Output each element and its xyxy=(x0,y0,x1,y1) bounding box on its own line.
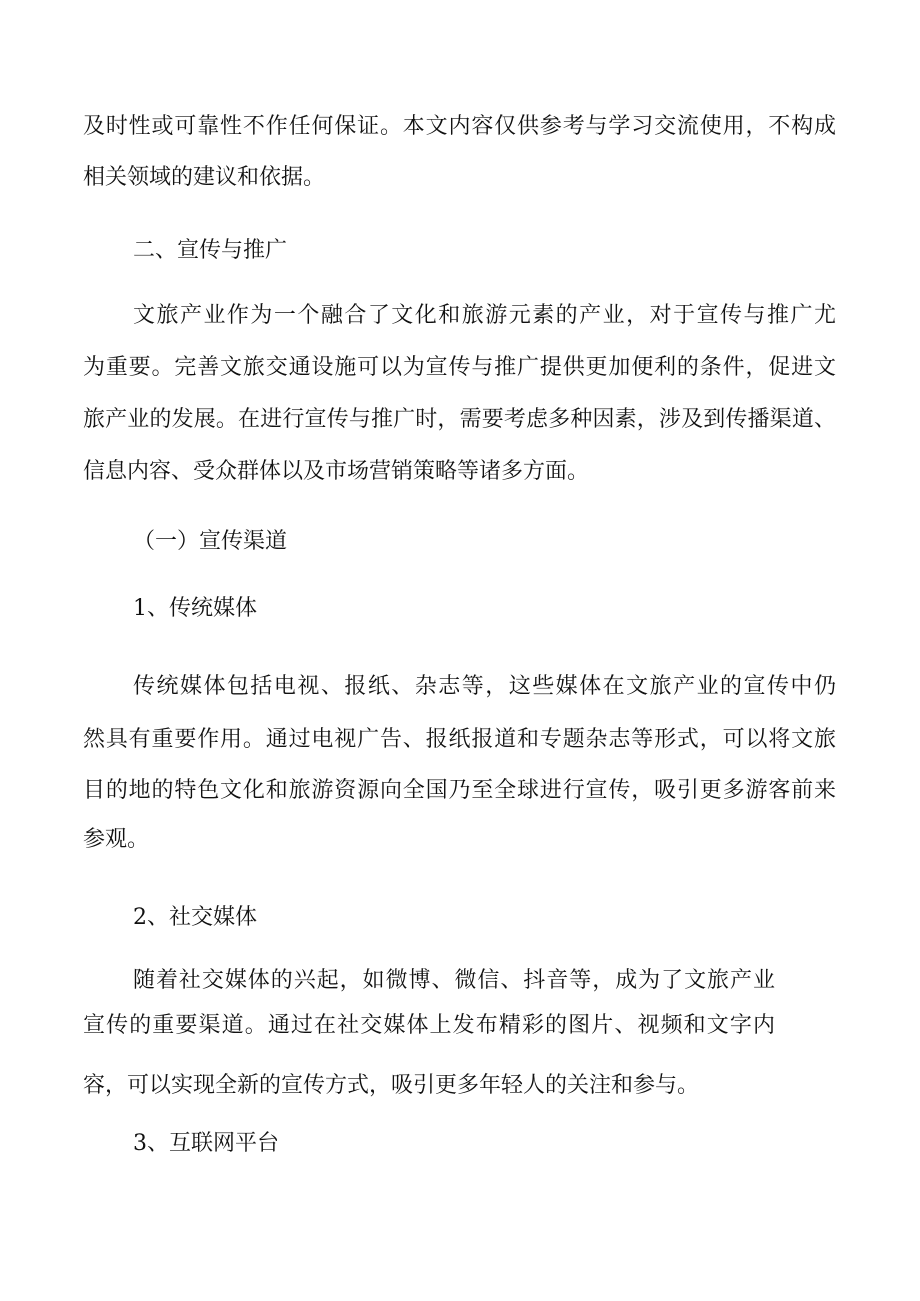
item-heading: 2、社交媒体 xyxy=(133,905,257,930)
paragraph-line: 信息内容、受众群体以及市场营销策略等诸多方面。 xyxy=(83,459,590,484)
subsection-heading: （一）宣传渠道 xyxy=(133,529,288,554)
paragraph-line: 为重要。完善文旅交通设施可以为宣传与推广提供更加便利的条件，促进文 xyxy=(83,355,836,380)
intro-line: 相关领域的建议和依据。 xyxy=(83,165,326,190)
item-heading: 3、互联网平台 xyxy=(133,1131,279,1156)
paragraph-line: 容，可以实现全新的宣传方式，吸引更多年轻人的关注和参与。 xyxy=(83,1073,700,1098)
paragraph-line: 随着社交媒体的兴起，如微博、微信、抖音等，成为了文旅产业 xyxy=(133,968,775,993)
paragraph-line: 旅产业的发展。在进行宣传与推广时，需要考虑多种因素，涉及到传播渠道、 xyxy=(83,407,836,432)
item-heading: 1、传统媒体 xyxy=(133,596,257,621)
paragraph-line: 宣传的重要渠道。通过在社交媒体上发布精彩的图片、视频和文字内 xyxy=(83,1013,775,1038)
paragraph-line: 传统媒体包括电视、报纸、杂志等，这些媒体在文旅产业的宣传中仍 xyxy=(133,674,836,699)
intro-line: 及时性或可靠性不作任何保证。本文内容仅供参考与学习交流使用，不构成 xyxy=(83,114,836,139)
paragraph-line: 目的地的特色文化和旅游资源向全国乃至全球进行宣传，吸引更多游客前来 xyxy=(83,778,836,803)
section-heading: 二、宣传与推广 xyxy=(133,238,288,263)
paragraph-line: 然具有重要作用。通过电视广告、报纸报道和专题杂志等形式，可以将文旅 xyxy=(83,727,836,752)
paragraph-line: 文旅产业作为一个融合了文化和旅游元素的产业，对于宣传与推广尤 xyxy=(133,303,836,328)
paragraph-line: 参观。 xyxy=(83,827,150,852)
